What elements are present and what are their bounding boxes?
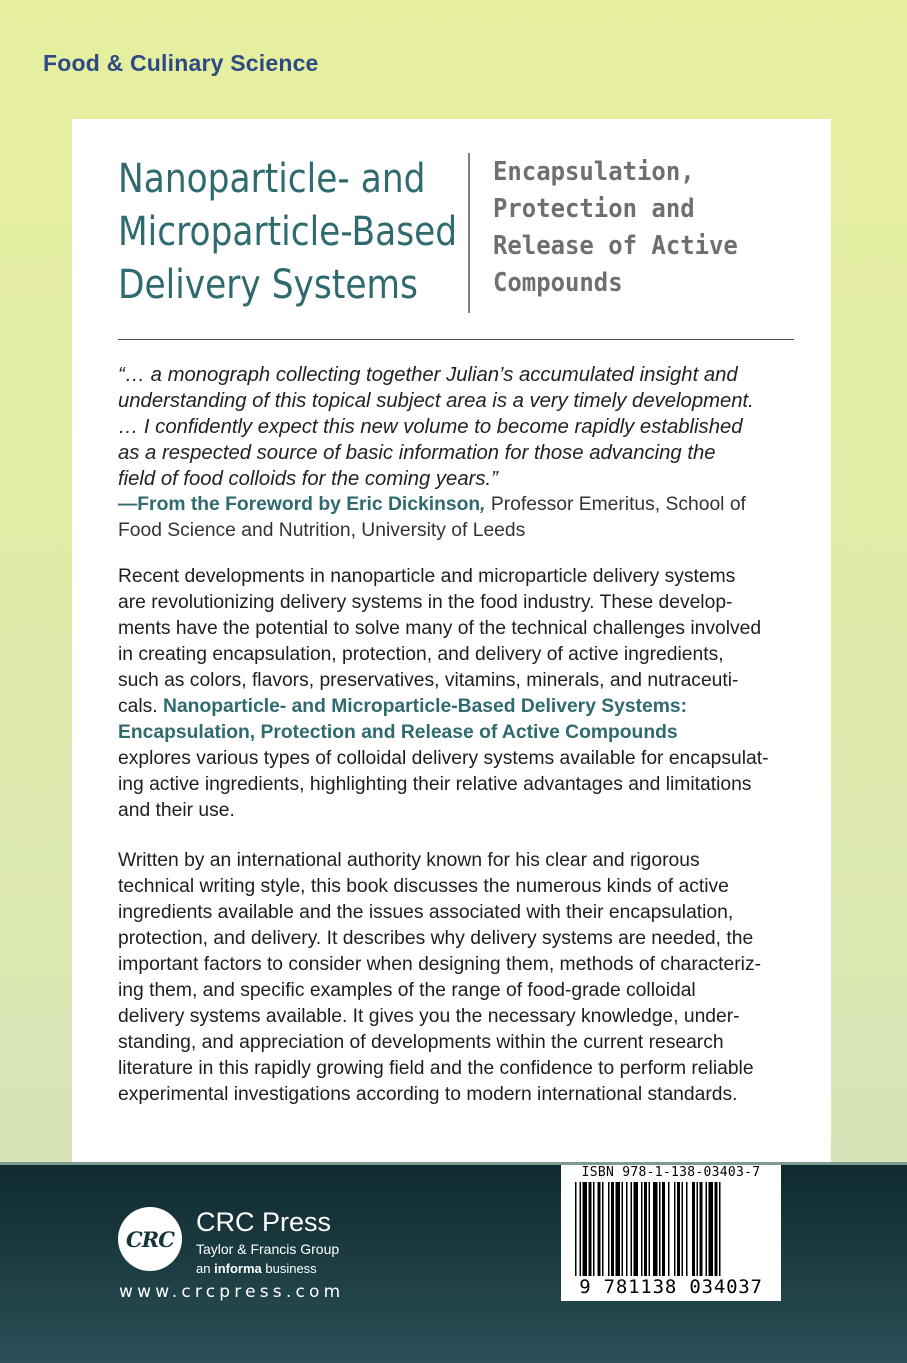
text-line: in creating encapsulation, protection, and delivery of active ingredients, xyxy=(118,644,724,665)
barcode-bar xyxy=(659,1182,661,1276)
barcode-bar xyxy=(649,1182,651,1276)
text-line: ments have the potential to solve many of the technical challenges involved xyxy=(118,618,762,639)
barcode-bar xyxy=(626,1182,628,1276)
crc-logo-text: CRC xyxy=(126,1226,174,1252)
description-paragraph xyxy=(118,848,788,1108)
quote-text: … I confidently expect this new volume to become rapidly established as a respected source of basic information for those advancing the field of food colloids for the coming years.” xyxy=(118,416,743,490)
publisher-name: CRC Press xyxy=(196,1207,332,1237)
text-line xyxy=(118,694,788,720)
informa-brand: informa xyxy=(214,1261,262,1276)
barcode-bar xyxy=(653,1182,658,1276)
barcode-bar xyxy=(593,1182,595,1276)
barcode-bar xyxy=(677,1182,680,1276)
back-cover-panel xyxy=(72,119,831,1162)
attribution-affiliation: Professor Emeritus, School of Food Science and Nutrition, University of Leeds xyxy=(118,494,746,541)
title-line: Nanoparticle- and xyxy=(118,156,426,202)
barcode-bar xyxy=(634,1182,639,1276)
barcode-bar xyxy=(715,1182,718,1276)
quote-text: “… a monograph collecting together Julian’s accumulated insight and understanding of this topical subject area is a very timely development. xyxy=(118,364,754,412)
crc-logo xyxy=(118,1207,182,1271)
quote-attribution xyxy=(118,492,778,544)
text-line: Written by an international authority known for his clear and rigorous xyxy=(118,850,700,871)
isbn-barcode xyxy=(561,1165,781,1301)
text-line: explores various types of colloidal delivery systems available for encapsulat- xyxy=(118,748,769,769)
book-title xyxy=(118,153,458,312)
barcode-bar xyxy=(583,1182,588,1276)
publisher-url[interactable]: www.crcpress.com xyxy=(119,1282,345,1302)
title-line: Delivery Systems xyxy=(118,262,418,308)
barcode-bar xyxy=(709,1182,714,1276)
text-line: technical writing style, this book discusses the numerous kinds of active xyxy=(118,876,729,897)
foreword-quote xyxy=(118,362,758,492)
barcode-bars xyxy=(575,1182,767,1276)
text-line: experimental investigations according to modern international standards. xyxy=(118,1084,738,1105)
informa-prefix: an xyxy=(196,1261,215,1276)
subtitle-line: Protection and xyxy=(493,194,695,224)
text-line: ingredients available and the issues associated with their encapsulation, xyxy=(118,902,734,923)
barcode-bar xyxy=(580,1182,582,1276)
attribution-prefix: —From the Foreword by xyxy=(118,494,347,515)
text-line: delivery systems available. It gives you the necessary knowledge, under- xyxy=(118,1006,740,1027)
barcode-bar xyxy=(589,1182,592,1276)
text-line: are revolutionizing delivery systems in the food industry. These develop- xyxy=(118,592,733,613)
barcode-bar xyxy=(706,1182,708,1276)
barcode-bar xyxy=(575,1182,577,1276)
barcode-bar xyxy=(644,1182,647,1276)
publisher-group: Taylor & Francis Group xyxy=(196,1241,340,1257)
barcode-bar xyxy=(611,1182,614,1276)
barcode-bar xyxy=(674,1182,676,1276)
subtitle-line: Compounds xyxy=(493,268,623,298)
isbn-digits: 9 781138 034037 xyxy=(579,1276,763,1298)
barcode-bar xyxy=(697,1182,699,1276)
text-line: protection, and delivery. It describes why delivery systems are needed, the xyxy=(118,928,754,949)
barcode-bar xyxy=(616,1182,621,1276)
barcode-bar xyxy=(598,1182,601,1276)
highlight-title: Nanoparticle- and Microparticle-Based Delivery Systems: xyxy=(163,696,688,717)
barcode-bar xyxy=(608,1182,610,1276)
isbn-label: ISBN 978-1-138-03403-7 xyxy=(581,1165,761,1180)
text-line: standing, and appreciation of developments within the current research xyxy=(118,1032,724,1053)
barcode-bar xyxy=(719,1182,721,1276)
subtitle-line: Encapsulation, xyxy=(493,157,695,187)
barcode-bar xyxy=(641,1182,643,1276)
barcode-bar xyxy=(682,1182,684,1276)
text-line: literature in this rapidly growing field and the confidence to perform reliable xyxy=(118,1058,754,1079)
description-paragraph xyxy=(118,564,788,824)
subtitle-line: Release of Active xyxy=(493,231,738,261)
text-line: such as colors, flavors, preservatives, vitamins, minerals, and nutraceuti- xyxy=(118,670,739,691)
barcode-bar xyxy=(700,1182,703,1276)
text-lead: cals. xyxy=(118,696,164,717)
book-subtitle xyxy=(493,154,738,302)
barcode-bar xyxy=(631,1182,633,1276)
attribution-name: Eric Dickinson xyxy=(346,494,481,515)
title-divider xyxy=(468,153,470,313)
barcode-bar xyxy=(692,1182,695,1276)
text-line: and their use. xyxy=(118,800,235,821)
barcode-bar xyxy=(622,1182,624,1276)
text-line: ing them, and specific examples of the range of food-grade colloidal xyxy=(118,980,696,1001)
title-line: Microparticle-Based xyxy=(118,209,458,255)
barcode-bar xyxy=(668,1182,670,1276)
header-rule xyxy=(118,339,794,340)
attribution-comma: , xyxy=(480,494,486,515)
barcode-bar xyxy=(662,1182,665,1276)
series-label: Food & Culinary Science xyxy=(43,50,319,76)
informa-suffix: business xyxy=(261,1261,317,1276)
text-line: ing active ingredients, highlighting their relative advantages and limitations xyxy=(118,774,752,795)
text-line: important factors to consider when designing them, methods of characteriz- xyxy=(118,954,762,975)
highlight-title: Encapsulation, Protection and Release of Active Compounds xyxy=(118,722,678,743)
barcode-bar xyxy=(602,1182,604,1276)
publisher-informa xyxy=(196,1261,317,1276)
barcode-bar xyxy=(686,1182,688,1276)
text-line: Recent developments in nanoparticle and microparticle delivery systems xyxy=(118,566,736,587)
